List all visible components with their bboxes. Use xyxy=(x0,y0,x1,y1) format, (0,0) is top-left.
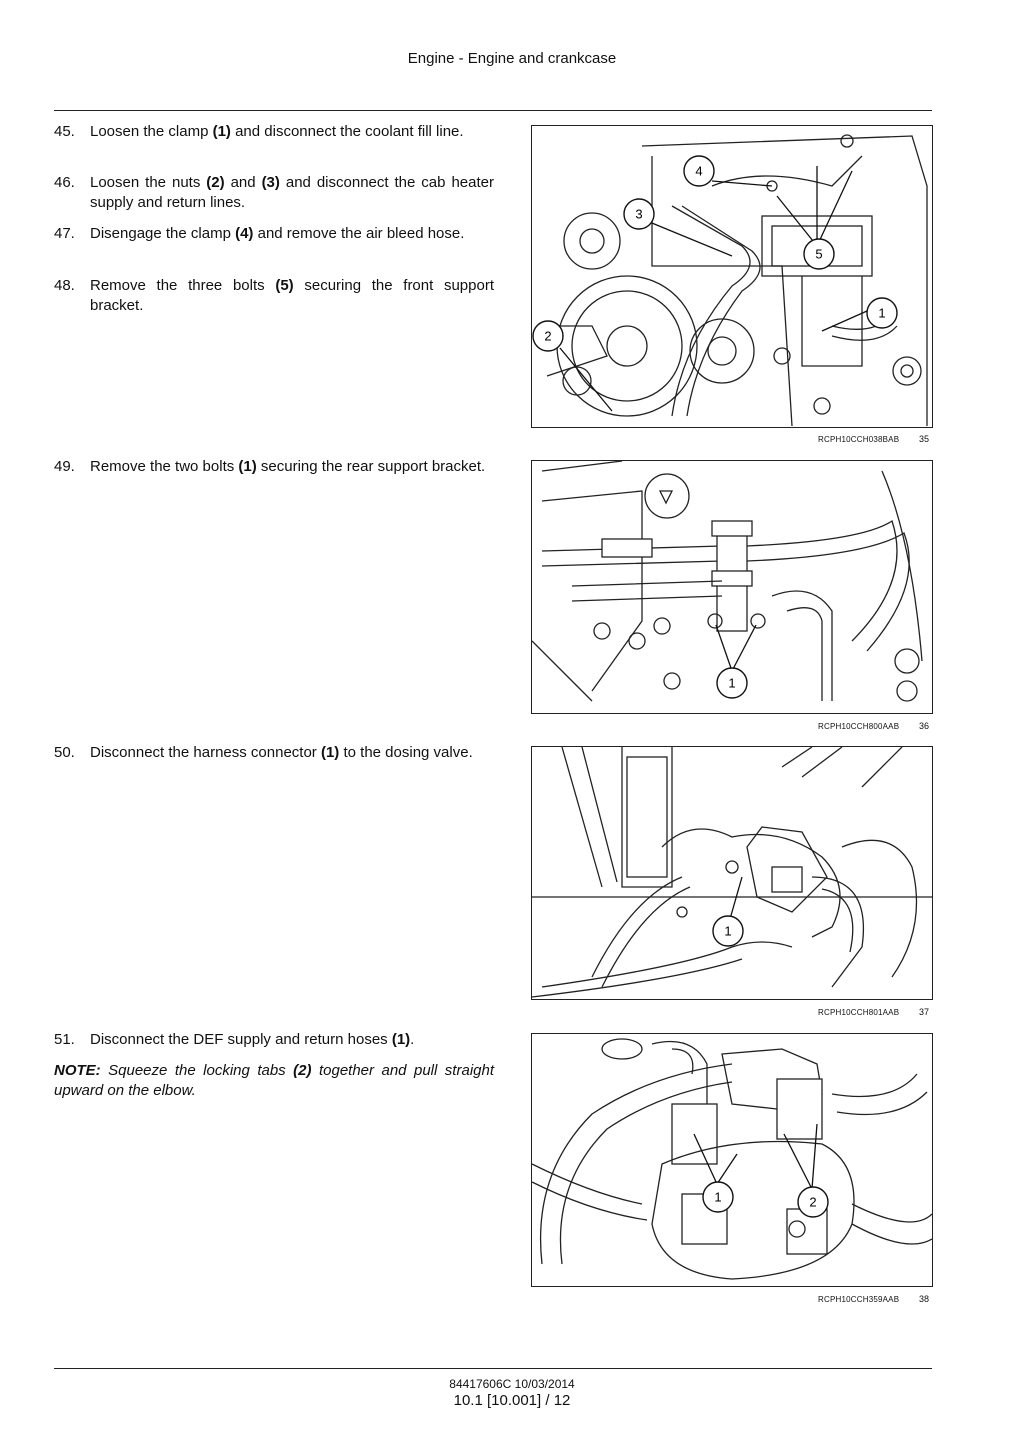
callout-1 xyxy=(867,298,897,328)
step-number: 49. xyxy=(54,458,75,475)
figure-38-code: RCPH10CCH359AAB xyxy=(818,1295,900,1304)
callout-1-label: 1 xyxy=(724,923,732,939)
callout-2-label: 2 xyxy=(809,1194,817,1210)
figure-37-illustration xyxy=(532,747,932,999)
figure-35-illustration xyxy=(532,126,932,427)
step-51 xyxy=(54,1030,494,1050)
figure-35-number: 35 xyxy=(919,434,930,444)
step-text: securing the front support bracket. xyxy=(90,277,494,314)
figure-38-number: 38 xyxy=(919,1294,930,1304)
step-49 xyxy=(54,457,494,477)
step-47 xyxy=(54,224,494,244)
callout-5 xyxy=(804,239,834,269)
step-text: and remove the air bleed hose. xyxy=(253,225,465,242)
callout-3-label: 3 xyxy=(635,206,643,222)
figure-35-engine-front xyxy=(531,125,933,428)
step-text: to the dosing valve. xyxy=(339,744,473,761)
step-46 xyxy=(54,173,494,213)
footer-page-number: 10.1 [10.001] / 12 xyxy=(453,1392,571,1409)
step-48 xyxy=(54,276,494,316)
callout-3 xyxy=(624,199,654,229)
note-label: NOTE: xyxy=(54,1062,101,1079)
step-text: and disconnect the cab heater supply and return lines. xyxy=(90,174,494,211)
callout-4 xyxy=(684,156,714,186)
figure-37-number: 37 xyxy=(919,1007,930,1017)
step-text: . xyxy=(410,1031,415,1048)
callout-4-label: 4 xyxy=(695,163,703,179)
step-text: Disconnect the DEF supply and return hoses xyxy=(90,1031,392,1048)
callout-2-label: 2 xyxy=(544,328,552,344)
figure-36-rear-bracket xyxy=(531,460,933,714)
step-text: securing the rear support bracket. xyxy=(256,458,486,475)
note-text: together and pull straight upward on the elbow. xyxy=(54,1062,494,1099)
callout-1 xyxy=(713,916,743,946)
figure-36-code: RCPH10CCH800AAB xyxy=(818,722,900,731)
step-number: 51. xyxy=(54,1031,75,1048)
callout-ref: (1) xyxy=(391,1031,411,1048)
step-text: and xyxy=(224,174,262,191)
step-text: Disengage the clamp xyxy=(90,225,236,242)
step-number: 48. xyxy=(54,277,75,294)
figure-36-illustration xyxy=(532,461,932,713)
callout-5-label: 5 xyxy=(815,246,823,262)
callout-ref: (5) xyxy=(275,277,294,294)
callout-ref: (2) xyxy=(293,1062,312,1079)
step-text: Disconnect the harness connector xyxy=(90,744,321,761)
figure-37-dosing-valve xyxy=(531,746,933,1000)
callout-1-label: 1 xyxy=(728,675,736,691)
callout-ref: (1) xyxy=(320,744,340,761)
step-text: and disconnect the coolant fill line. xyxy=(230,123,464,140)
callout-1 xyxy=(703,1182,733,1212)
callout-ref: (3) xyxy=(261,174,280,191)
footer-rule xyxy=(54,1368,932,1369)
figure-38-illustration xyxy=(532,1034,932,1286)
page-header-title: Engine - Engine and crankcase xyxy=(407,50,617,67)
figure-37-code: RCPH10CCH801AAB xyxy=(818,1008,900,1017)
step-45 xyxy=(54,122,494,142)
step-number: 46. xyxy=(54,174,75,191)
step-number: 45. xyxy=(54,123,75,140)
callout-1 xyxy=(717,668,747,698)
callout-2 xyxy=(533,321,563,351)
header-rule xyxy=(54,110,932,111)
note-text: Squeeze the locking tabs xyxy=(100,1062,294,1079)
callout-ref: (4) xyxy=(235,225,254,242)
step-number: 47. xyxy=(54,225,75,242)
callout-1-label: 1 xyxy=(878,305,886,321)
figure-38-def-hoses xyxy=(531,1033,933,1287)
step-text: Remove the two bolts xyxy=(90,458,239,475)
figure-36-number: 36 xyxy=(919,721,930,731)
callout-ref: (1) xyxy=(238,458,257,475)
callout-1-label: 1 xyxy=(714,1189,722,1205)
step-text: Loosen the nuts xyxy=(90,174,207,191)
callout-ref: (1) xyxy=(212,123,231,140)
step-50 xyxy=(54,743,494,763)
step-text: Remove the three bolts xyxy=(90,277,276,294)
step-number: 50. xyxy=(54,744,75,761)
figure-35-code: RCPH10CCH038BAB xyxy=(818,435,900,444)
note xyxy=(54,1061,494,1101)
footer-document-id: 84417606C 10/03/2014 xyxy=(449,1377,575,1391)
step-text: Loosen the clamp xyxy=(90,123,213,140)
callout-ref: (2) xyxy=(206,174,225,191)
callout-2 xyxy=(798,1187,828,1217)
